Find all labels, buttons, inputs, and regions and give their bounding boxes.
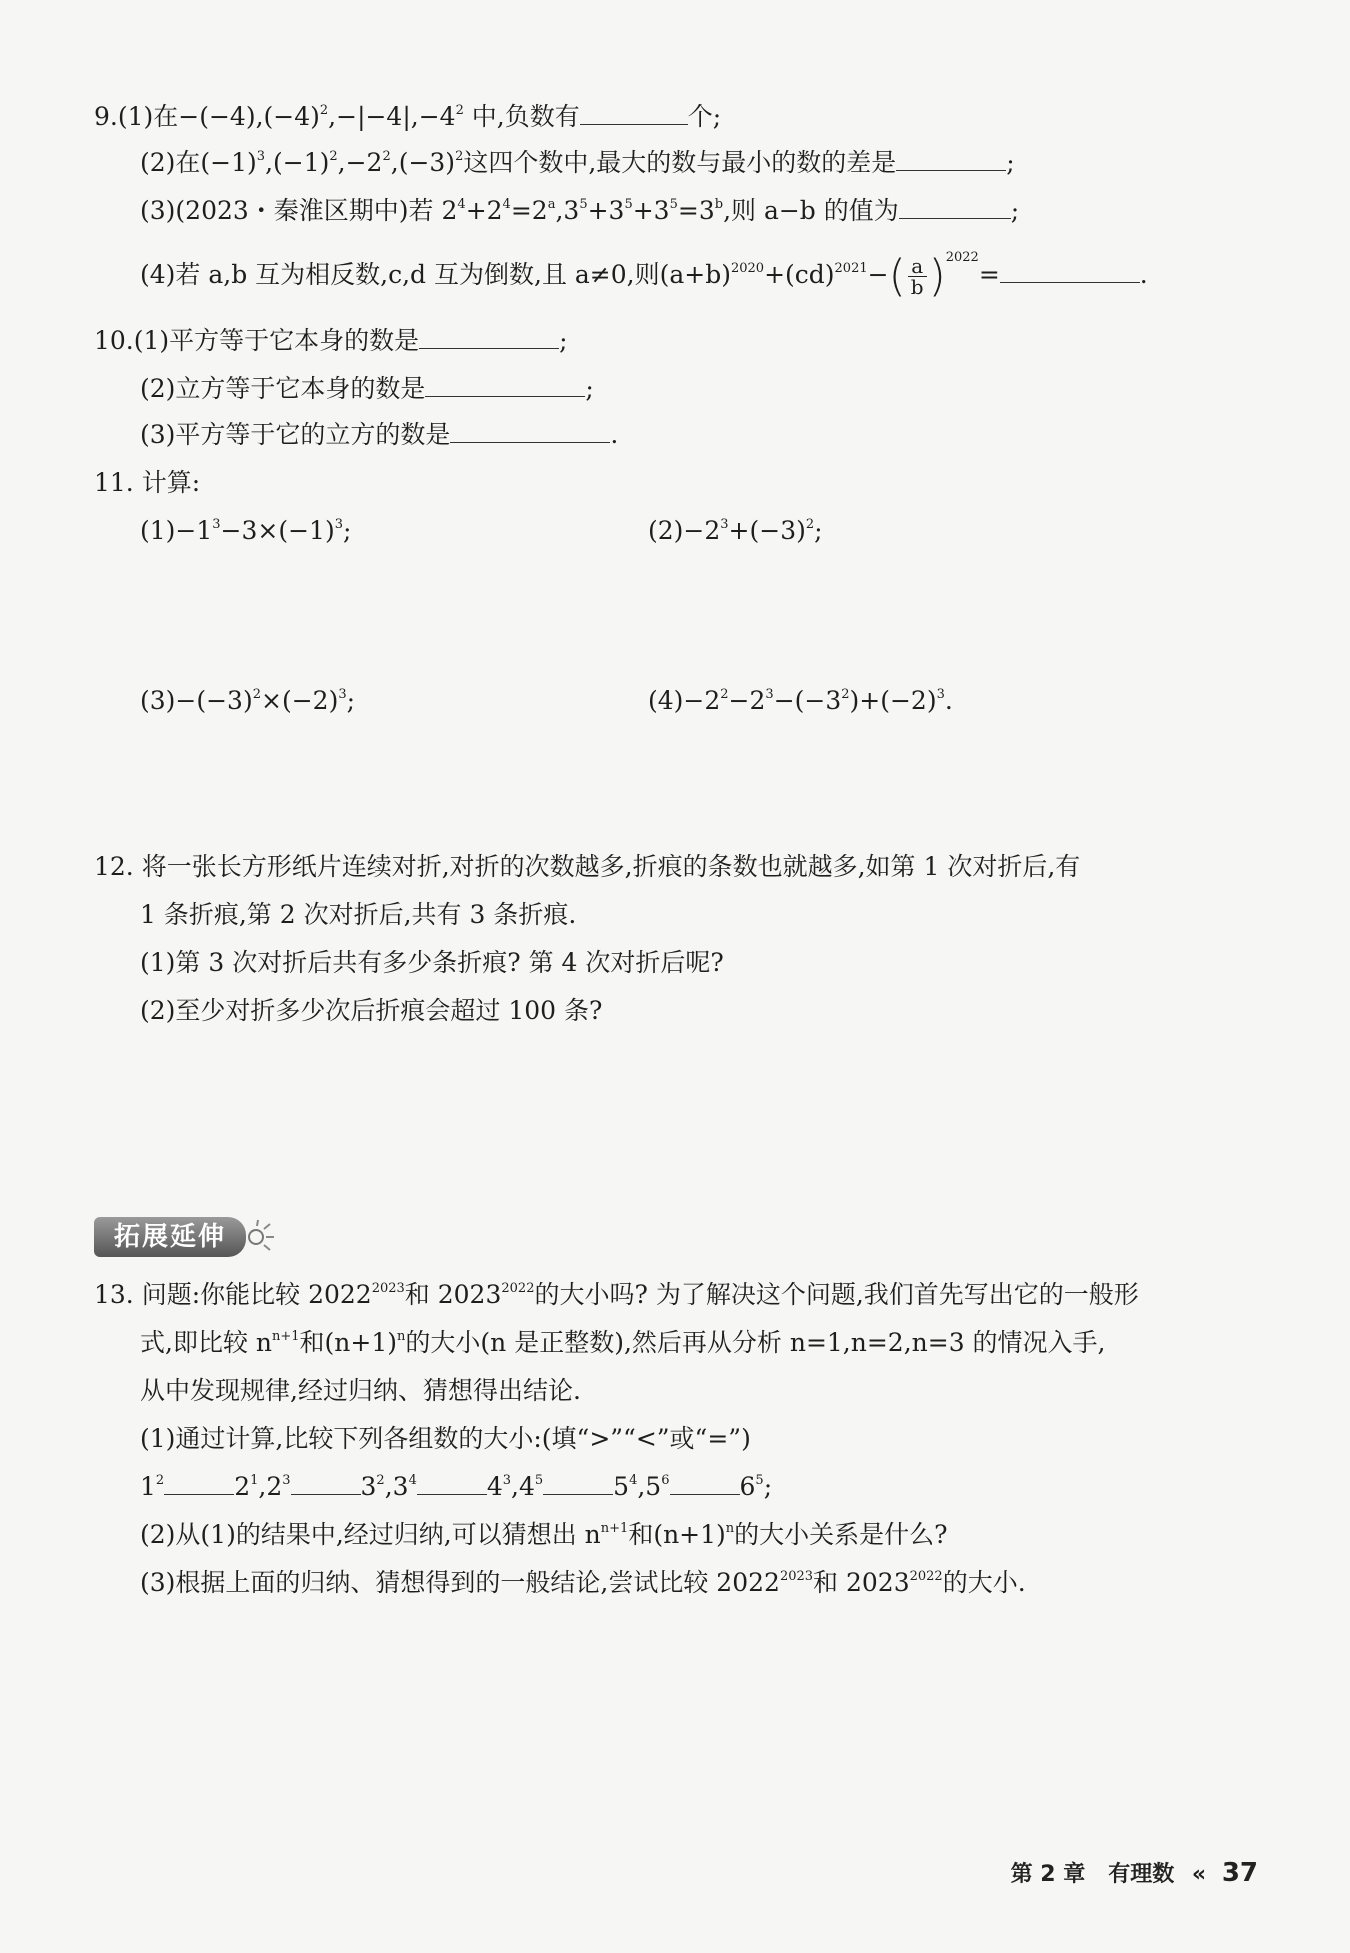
answer-blank[interactable] bbox=[899, 194, 1011, 219]
q12-line1: 12. 将一张长方形纸片连续对折,对折的次数越多,折痕的条数也就越多,如第 1 次对折后,有 bbox=[94, 852, 1081, 881]
page-number: 37 bbox=[1221, 1858, 1258, 1888]
q13-line4: (1)通过计算,比较下列各组数的大小:(填“>”“<”或“=”) bbox=[140, 1424, 751, 1453]
answer-blank[interactable] bbox=[1000, 258, 1140, 283]
answer-blank[interactable] bbox=[896, 146, 1006, 171]
q13-line2: 式,即比较 $n^{n+1}$和$(n+1)^n$的大小(n 是正整数),然后再从分析 n=1,n=2,n=3 的情况入手, bbox=[140, 1328, 1106, 1357]
q13-line7: (3)根据上面的归纳、猜想得到的一般结论,尝试比较 $2022^{2023}$和 $2023^{2022}$的大小. bbox=[140, 1568, 1026, 1597]
q11-part3: $(3)-(-3)^2\times(-2)^3$; bbox=[140, 686, 356, 715]
q10-part3: (3)平方等于它的立方的数是 . bbox=[140, 420, 619, 449]
q12-line3: (1)第 3 次对折后共有多少条折痕? 第 4 次对折后呢? bbox=[140, 948, 724, 977]
q13-line1: 13. 问题:你能比较 $2022^{2023}$和 $2023^{2022}$的大小吗? 为了解决这个问题,我们首先写出它的一般形 bbox=[94, 1280, 1139, 1309]
q11-part2: $(2)-2^3+(-3)^2$; bbox=[648, 516, 823, 545]
q13-compare-row: $1^2$ $2^1,2^3$ $3^2,3^4$ $4^3,4^5$ $5^4,5^6$ $6^5$; bbox=[140, 1472, 773, 1501]
q9-part2: (2)在$(-1)^3,(-1)^2,-2^2,(-3)^2$这四个数中,最大的数与最小的数的差是 ; bbox=[140, 148, 1015, 177]
q13-line3: 从中发现规律,经过归纳、猜想得出结论. bbox=[140, 1376, 581, 1405]
chapter-title: 有理数 bbox=[1108, 1862, 1175, 1887]
answer-blank[interactable] bbox=[419, 324, 559, 349]
section-title: 拓展延伸 bbox=[94, 1217, 246, 1257]
page-footer bbox=[1011, 1857, 1258, 1888]
answer-blank[interactable] bbox=[670, 1470, 740, 1495]
q13-line6: (2)从(1)的结果中,经过归纳,可以猜想出 $n^{n+1}$和$(n+1)^n$的大小关系是什么? bbox=[140, 1520, 948, 1549]
answer-blank[interactable] bbox=[450, 418, 610, 443]
q12-line2: 1 条折痕,第 2 次对折后,共有 3 条折痕. bbox=[140, 900, 577, 929]
q11-title: 11. 计算: bbox=[94, 468, 201, 497]
answer-blank[interactable] bbox=[425, 372, 585, 397]
answer-blank[interactable] bbox=[580, 100, 688, 125]
answer-blank[interactable] bbox=[417, 1470, 487, 1495]
q9-part4: (4)若 a,b 互为相反数,c,d 互为倒数,且 a≠0,则$(a+b)^{2020}+(cd)^{2021}-$( $\frac{a}{b}$ )$^{2022}$= . bbox=[140, 250, 1148, 302]
q12-line4: (2)至少对折多少次后折痕会超过 100 条? bbox=[140, 996, 603, 1025]
sparkle-icon bbox=[242, 1219, 278, 1255]
answer-blank[interactable] bbox=[291, 1470, 361, 1495]
q10-part2: (2)立方等于它本身的数是 ; bbox=[140, 374, 594, 403]
chapter-label: 第 2 章 bbox=[1010, 1862, 1086, 1887]
q10-part1: 10.(1)平方等于它本身的数是 ; bbox=[94, 326, 568, 355]
q9-part1: 9.(1)在$-(-4),(-4)^2,-|-4|,-4^2$ 中,负数有 个; bbox=[94, 102, 722, 131]
double-chevron-icon: « bbox=[1191, 1862, 1207, 1887]
q11-part1: $(1)-1^3-3\times(-1)^3$; bbox=[140, 516, 352, 545]
answer-blank[interactable] bbox=[543, 1470, 613, 1495]
q9-part3: (3)(2023・秦淮区期中)若 $2^4+2^4=2^a,3^5+3^5+3^5=3^b$,则 a−b 的值为 ; bbox=[140, 196, 1020, 225]
answer-blank[interactable] bbox=[164, 1470, 234, 1495]
section-tag-extension bbox=[94, 1215, 274, 1261]
fraction-a-over-b: $\frac{a}{b}$ bbox=[908, 256, 927, 297]
q11-part4: $(4)-2^2-2^3-(-3^2)+(-2)^3$. bbox=[648, 686, 953, 715]
